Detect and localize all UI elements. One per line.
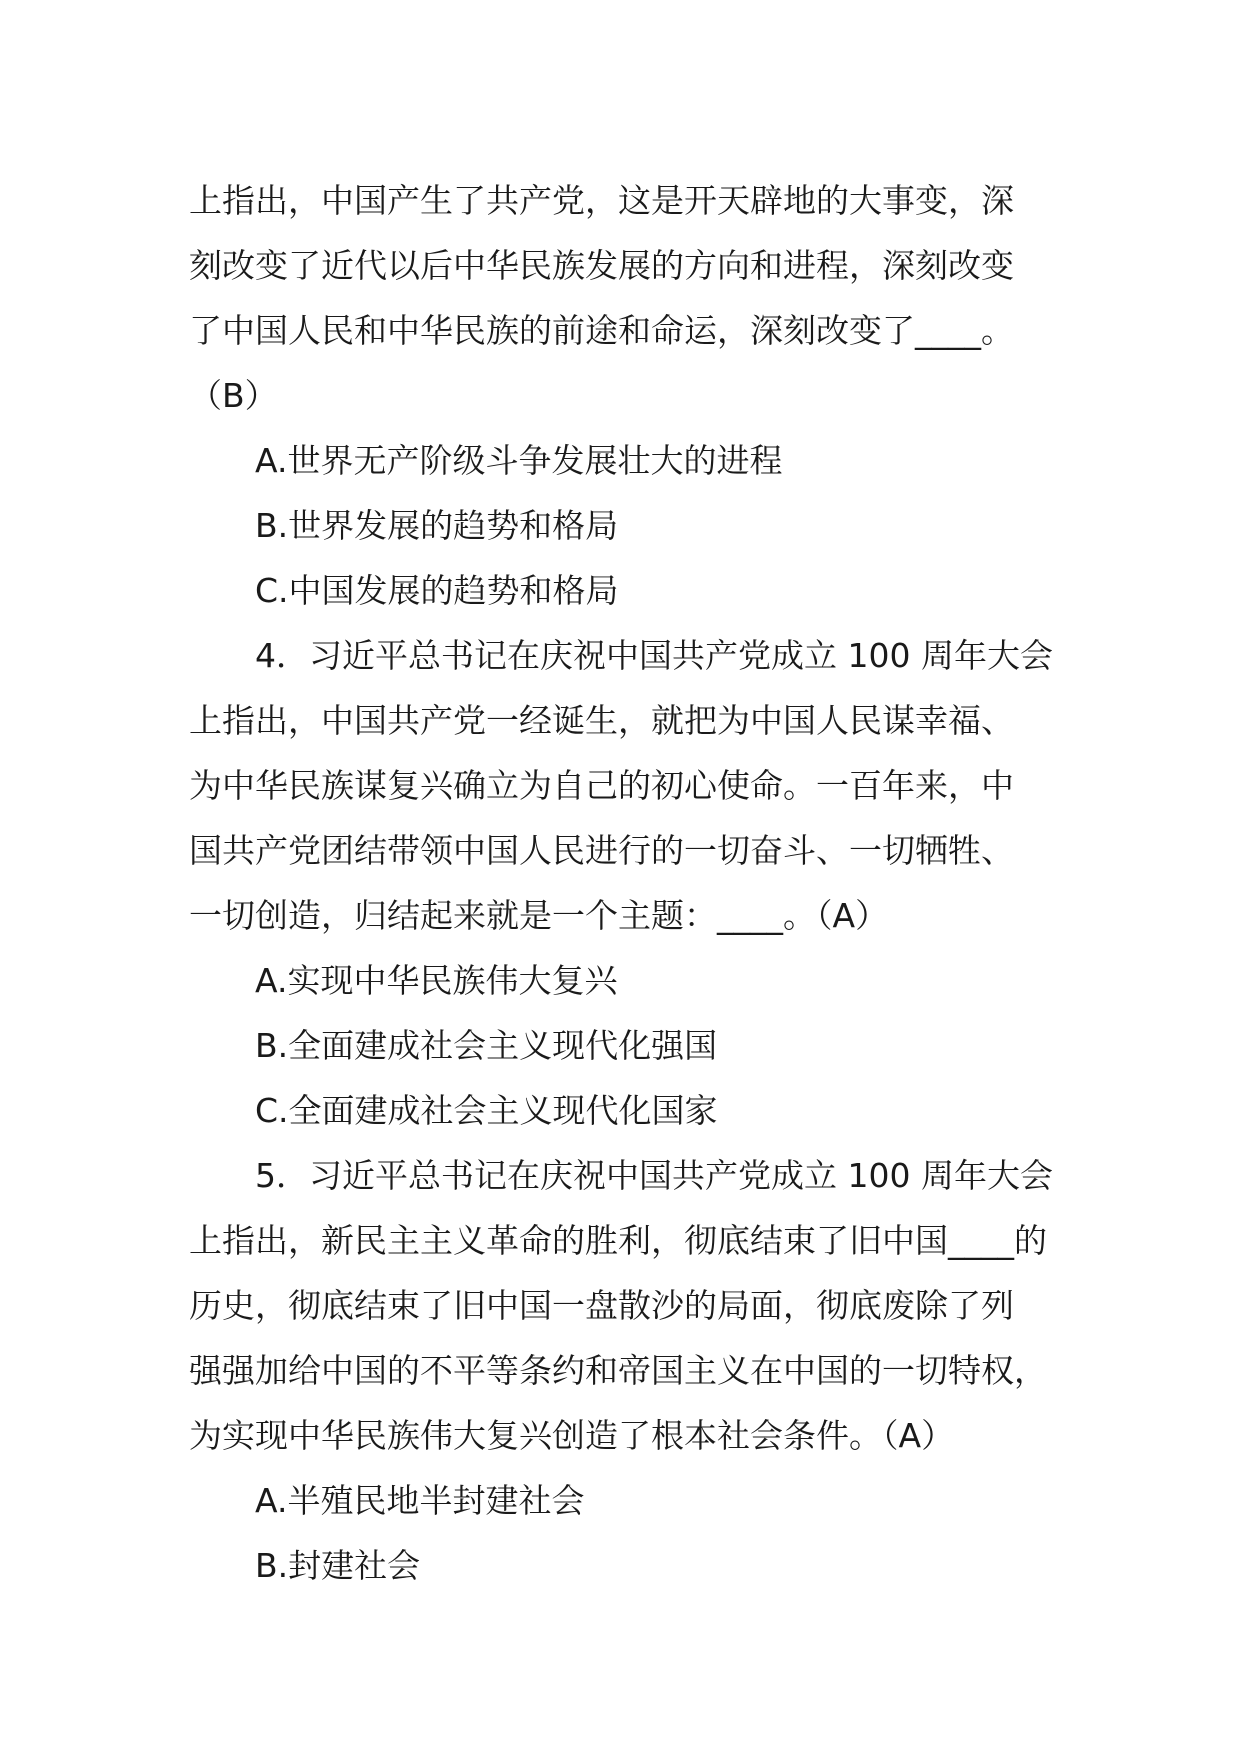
option-b: B.世界发展的趋势和格局 [255, 506, 619, 545]
option-b: B.封建社会 [255, 1546, 421, 1585]
question-text-line: 4．习近平总书记在庆祝中国共产党成立 100 周年大会 [255, 636, 1053, 675]
question-text-line: 强强加给中国的不平等条约和帝国主义在中国的一切特权， [189, 1351, 1047, 1390]
question-text-line: 刻改变了近代以后中华民族发展的方向和进程，深刻改变 [189, 246, 1014, 285]
question-text-line: 国共产党团结带领中国人民进行的一切奋斗、一切牺牲、 [189, 831, 1014, 870]
question-text-line: 为实现中华民族伟大复兴创造了根本社会条件。（A） [189, 1416, 955, 1455]
option-c: C.中国发展的趋势和格局 [255, 571, 619, 610]
option-c: C.全面建成社会主义现代化国家 [255, 1091, 718, 1130]
option-a: A.世界无产阶级斗争发展壮大的进程 [255, 441, 783, 480]
question-text-line: 上指出，中国产生了共产党，这是开天辟地的大事变，深 [189, 181, 1014, 220]
question-5 [189, 1143, 1069, 1598]
document-page [189, 168, 1069, 1598]
question-4 [189, 623, 1069, 1143]
question-text-line: 5．习近平总书记在庆祝中国共产党成立 100 周年大会 [255, 1156, 1053, 1195]
option-a: A.半殖民地半封建社会 [255, 1481, 585, 1520]
question-3 [189, 168, 1069, 623]
option-b: B.全面建成社会主义现代化强国 [255, 1026, 718, 1065]
question-text-line: 历史，彻底结束了旧中国一盘散沙的局面，彻底废除了列 [189, 1286, 1014, 1325]
question-text-line: 上指出，新民主主义革命的胜利，彻底结束了旧中国____的 [189, 1221, 1047, 1260]
question-text-line: 了中国人民和中华民族的前途和命运，深刻改变了____。 [189, 311, 1014, 350]
question-text-line: 上指出，中国共产党一经诞生，就把为中国人民谋幸福、 [189, 701, 1014, 740]
option-a: A.实现中华民族伟大复兴 [255, 961, 618, 1000]
question-text-line: 一切创造，归结起来就是一个主题：____。（A） [189, 896, 889, 935]
answer-marker: （B） [189, 376, 278, 415]
question-text-line: 为中华民族谋复兴确立为自己的初心使命。一百年来，中 [189, 766, 1014, 805]
